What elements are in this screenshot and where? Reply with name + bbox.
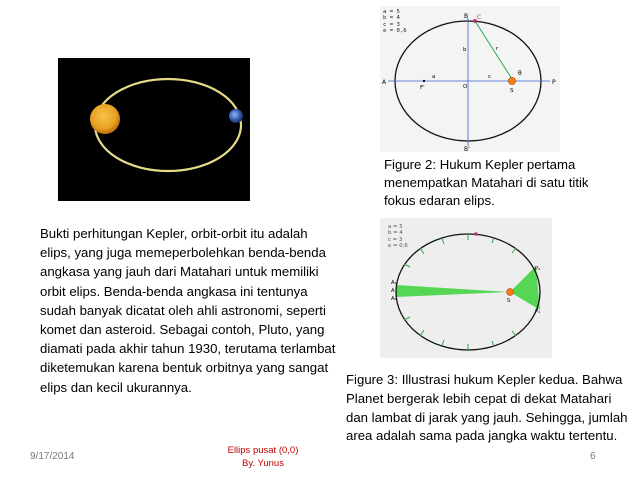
- label-A: A: [382, 79, 387, 86]
- label-P: P: [552, 79, 556, 86]
- label-A2: A₂: [391, 296, 397, 302]
- param-c: c = 3: [383, 21, 400, 28]
- kepler-first-law-diagram: [380, 6, 560, 152]
- param-c: c = 3: [388, 236, 403, 243]
- label-A1: A₁: [391, 280, 397, 286]
- param-b: b = 4: [383, 15, 400, 22]
- credit-line-2: By. Yunus: [242, 458, 284, 469]
- sun-icon: [90, 104, 120, 134]
- footer-credit: [210, 444, 316, 470]
- param-b: b = 4: [388, 230, 403, 237]
- figure3-caption: Figure 3: Illustrasi hukum Kepler kedua. Bahwa Planet bergerak lebih cepat di dekat Matahari dan lambat di jarak yang jauh. Sehingga, jumlah area adalah sama pada jangka waktu tertentu.: [346, 372, 628, 444]
- label-a: a: [432, 74, 436, 80]
- label-P2: P₂: [535, 266, 541, 272]
- label-P1: P₁: [535, 309, 541, 315]
- far-sweep-area: [396, 285, 510, 297]
- planet-icon: [229, 109, 243, 123]
- body-paragraph: Bukti perhitungan Kepler, orbit-orbit itu adalah elips, yang juga memeperbolehkan benda-benda angkasa yang jauh dari Matahari untuk memiliki orbit elips. Benda-benda angkasa ini tentunya sudah banyak dicatat oleh ahli astronomi, seperti komet dan asteroid. Sebagai contoh, Pluto, yang diamati pada akhir tahun 1930, terutama terlambat diketemukan karena bentuk orbitnya yang sangat elips dan kecil ukurannya.: [40, 226, 336, 395]
- label-C: C: [477, 14, 482, 21]
- label-F-prime: F': [420, 85, 425, 91]
- empty-focus: [423, 80, 425, 82]
- label-r: r: [496, 46, 499, 52]
- label-S: S: [507, 298, 511, 304]
- fig3-svg: [380, 218, 552, 358]
- label-B: B: [464, 13, 469, 20]
- sun-focus-icon: [507, 289, 514, 296]
- sun-focus-icon: [508, 77, 515, 84]
- orbit-svg: [58, 58, 250, 201]
- planet-point: [474, 232, 478, 236]
- param-e: e = 0,6: [383, 28, 407, 35]
- param-e: e = 0,6: [388, 243, 408, 250]
- kepler-second-law-diagram: [380, 218, 552, 358]
- param-a: a = 5: [388, 224, 403, 230]
- page-number: 6: [590, 451, 596, 462]
- credit-line-1: Ellips pusat (0,0): [227, 445, 299, 456]
- footer-date: 9/17/2014: [30, 451, 75, 462]
- orbit-illustration: [58, 58, 250, 201]
- label-theta: θ: [518, 70, 522, 77]
- label-S: S: [510, 88, 514, 94]
- figure2-caption: Figure 2: Hukum Kepler pertama menempatkan Matahari di satu titik fokus edaran elips.: [384, 157, 589, 208]
- fig2-svg: [380, 6, 560, 152]
- param-a: a = 5: [383, 9, 400, 15]
- label-B-prime: B': [464, 146, 470, 152]
- label-c: c: [488, 74, 492, 80]
- label-O: O: [463, 84, 468, 90]
- label-A: A: [391, 288, 395, 294]
- label-b: b: [463, 47, 467, 53]
